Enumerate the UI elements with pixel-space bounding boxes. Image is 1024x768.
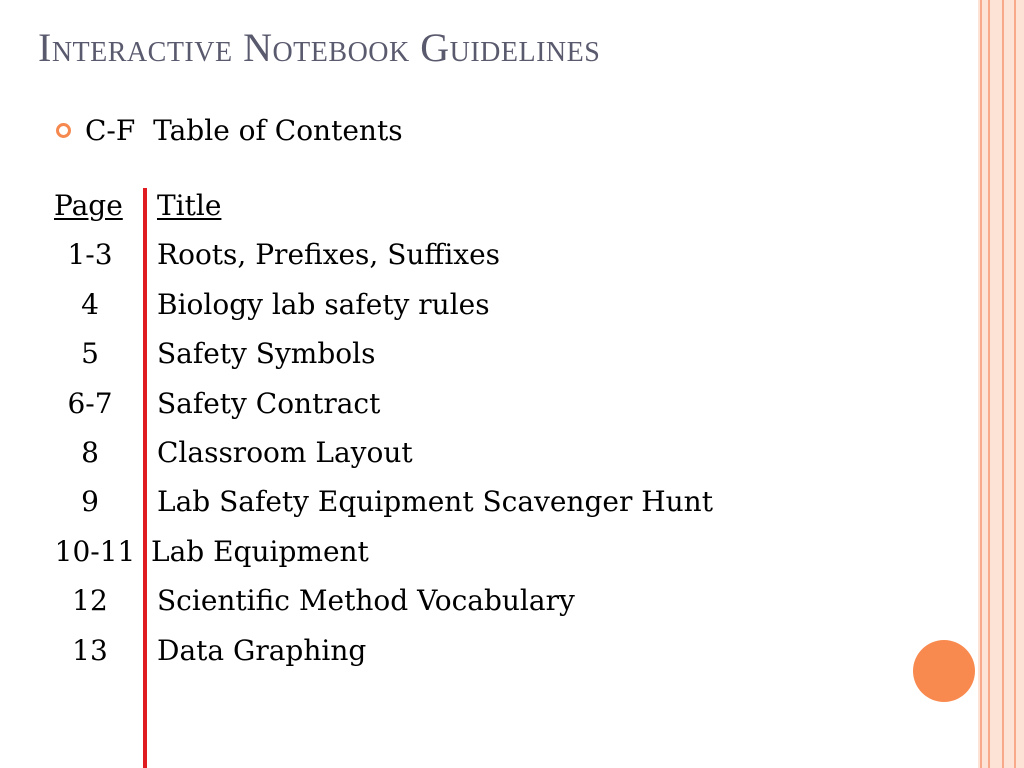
toc-entry-title: Scientific Method Vocabulary — [157, 584, 575, 617]
toc-header-title: Title — [157, 189, 222, 222]
toc-entry-title: Classroom Layout — [157, 436, 413, 469]
border-stripe — [1002, 0, 1004, 768]
toc-page-number: 13 — [72, 634, 108, 667]
decorative-right-border — [978, 0, 1024, 768]
toc-page-number: 4 — [81, 288, 99, 321]
toc-page-number: 8 — [81, 436, 99, 469]
bullet-item — [56, 110, 403, 150]
toc-entry-title: Lab Safety Equipment Scavenger Hunt — [157, 485, 713, 518]
toc-row — [0, 527, 860, 577]
border-stripe — [1014, 0, 1016, 768]
toc-row — [0, 329, 860, 379]
toc-entry-title: Safety Contract — [157, 387, 381, 420]
decorative-orange-circle — [913, 640, 975, 702]
toc-row — [0, 576, 860, 626]
toc-entry-title: Biology lab safety rules — [157, 288, 490, 321]
toc-page-number: 12 — [72, 584, 108, 617]
toc-header-page: Page — [54, 189, 123, 222]
border-stripe — [988, 0, 990, 768]
toc-row — [0, 230, 860, 280]
toc-page-number: 1-3 — [67, 238, 113, 271]
bullet-circle-icon — [56, 123, 71, 138]
toc-row — [0, 280, 860, 330]
toc-entry-title: Roots, Prefixes, Suffixes — [157, 238, 501, 271]
toc-row — [0, 379, 860, 429]
border-stripe — [980, 0, 982, 768]
toc-page-number: 10-11 — [54, 535, 136, 568]
toc-page-number: 5 — [81, 337, 99, 370]
toc-page-number: 6-7 — [67, 387, 113, 420]
toc-row — [0, 428, 860, 478]
toc-entry-title: Safety Symbols — [157, 337, 376, 370]
bullet-text: C-F Table of Contents — [85, 113, 403, 147]
toc-page-number: 9 — [81, 485, 99, 518]
toc-entry-title: Lab Equipment — [151, 535, 369, 568]
slide-title: Interactive Notebook Guidelines — [38, 25, 601, 70]
toc-header-row — [0, 181, 860, 231]
toc-row — [0, 477, 860, 527]
toc-row — [0, 626, 860, 676]
toc-entry-title: Data Graphing — [157, 634, 367, 667]
